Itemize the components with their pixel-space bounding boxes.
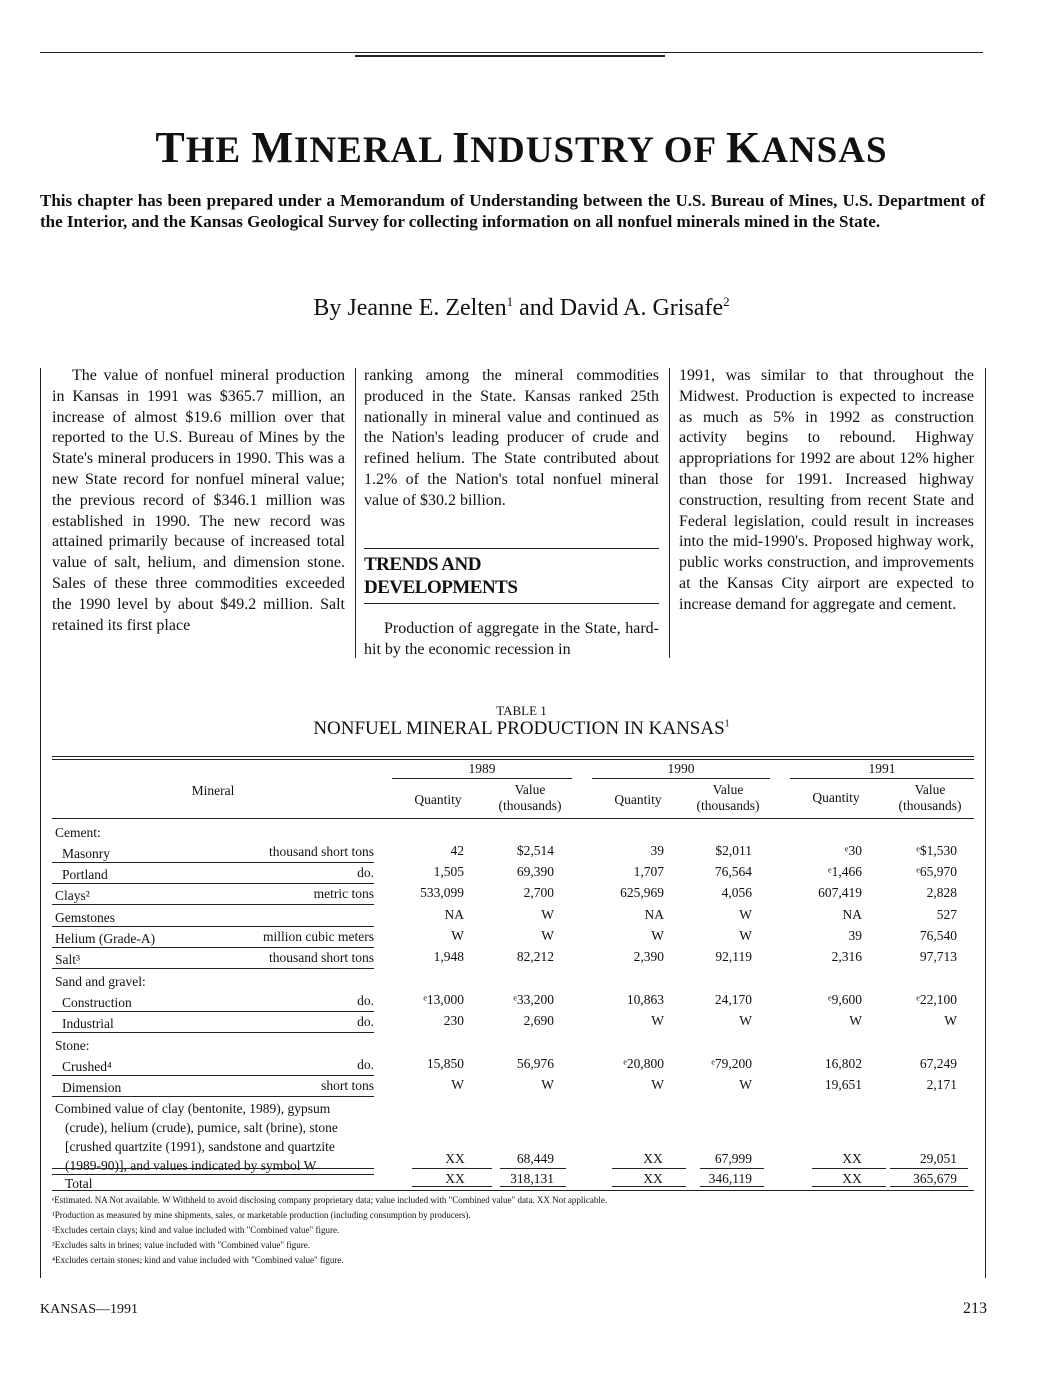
header-bottom-rule [52, 818, 974, 819]
combined-label-1: Combined value of clay (bentonite, 1989), gypsum [55, 1101, 331, 1116]
table-cell: W [541, 928, 554, 943]
table-cell: W [541, 1077, 554, 1092]
combined-value: XX [842, 1151, 862, 1166]
column-rule-2 [669, 368, 670, 658]
table-cell: ᵉ20,800 [623, 1056, 664, 1071]
row-unit: do. [357, 865, 374, 880]
table-cell: 1,505 [433, 864, 464, 879]
chapter-title: THE MINERAL INDUSTRY OF KANSAS [155, 123, 888, 172]
header-quantity-1989: Quantity [414, 792, 462, 807]
table-cell: W [944, 1013, 957, 1028]
total-rule [812, 1168, 886, 1169]
row-unit: thousand short tons [268, 844, 374, 859]
header-quantity-1990: Quantity [614, 792, 662, 807]
table-cell: 69,390 [516, 864, 554, 879]
header-year-1989: 1989 [468, 761, 496, 776]
table-cell: ᵉ9,600 [828, 992, 862, 1007]
row-unit: do. [357, 1057, 374, 1072]
table-cell: 56,976 [516, 1056, 554, 1071]
footnote-4: ⁴Excludes certain stones; kind and value included with "Combined value" figure. [52, 1255, 344, 1265]
table-cell: W [451, 1077, 464, 1092]
combined-row-rule [52, 1168, 374, 1169]
row-rule [52, 1096, 374, 1097]
footnote-1: ¹Production as measured by mine shipments, sales, or marketable production (including consumption by producers). [52, 1210, 471, 1220]
year-1990-rule [592, 778, 770, 779]
combined-value: 68,449 [516, 1151, 554, 1166]
row-rule [52, 1075, 374, 1076]
table-cell: ᵉ30 [845, 843, 862, 858]
table-cell: ᵉ33,200 [513, 992, 554, 1007]
combined-label-2: (crude), helium (crude), pumice, salt (brine), stone [65, 1120, 338, 1135]
byline: By Jeanne E. Zelten$^1$ and David A. Grisafe$^2$ [313, 294, 730, 321]
table-cell: 533,099 [420, 885, 464, 900]
table-cell: W [739, 928, 752, 943]
table-cell: 39 [650, 843, 664, 858]
total-rule [890, 1168, 968, 1169]
header-value-1989: Value (thousands) [498, 782, 562, 813]
body-column-1: The value of nonfuel mineral production in Kansas in 1991 was $365.7 million, an increase of almost $19.6 million over that reported to the U.S. Bureau of Mines by the State's mineral producers in 1990. This was a new State record for nonfuel mineral value; the previous record of $346.1 million was established in 1990. The new record was attained primarily because of increased total value of salt, helium, and dimension stone. Sales of these three commodities exceeded the 1990 level by about $49.2 million. Salt retained its first place [52, 367, 345, 634]
row-label: Sand and gravel: [55, 974, 146, 989]
table-bottom-rule [52, 1190, 974, 1191]
body-column-2-continued: Production of aggregate in the State, hard-hit by the economic recession in [364, 620, 659, 658]
table-cell: 82,212 [516, 949, 554, 964]
table-cell: 2,316 [831, 949, 862, 964]
row-rule [52, 862, 374, 863]
top-rule-accent [355, 55, 665, 57]
table-cell: $2,011 [715, 843, 752, 858]
table-cell: W [739, 907, 752, 922]
table-cell: 24,170 [714, 992, 752, 1007]
table-cell: W [651, 1077, 664, 1092]
row-rule [52, 1032, 374, 1033]
body-column-3: 1991, was similar to that throughout the Midwest. Production is expected to increase as much as 5% in 1992 as construction activity begins to rebound. Highway appropriations for 1992 are about 12% higher than those for 1991. Increased highway construction, resulting from recent State and Federal legislation, could result in increases into the mid-1990's. Proposed highway work, public works construction, and improvements at the Kansas City airport are expected to increase demand for aggregate and cement. [679, 367, 974, 613]
total-top-rule [52, 1174, 374, 1175]
total-rule [812, 1186, 886, 1187]
table-cell: 10,863 [626, 992, 664, 1007]
page-rule-right [985, 658, 986, 1278]
table-cell: 16,802 [824, 1056, 862, 1071]
table-cell: ᵉ1,466 [828, 864, 862, 879]
header-year-1990: 1990 [667, 761, 695, 776]
table-cell: W [651, 928, 664, 943]
header-mineral: Mineral [191, 783, 235, 798]
table-cell: 4,056 [721, 885, 752, 900]
row-label: Portland [62, 867, 108, 882]
row-label: Masonry [62, 846, 110, 861]
total-rule [700, 1186, 764, 1187]
table-cell: 1,707 [633, 864, 664, 879]
table-cell: W [739, 1013, 752, 1028]
row-unit: metric tons [313, 886, 374, 901]
row-unit: short tons [321, 1078, 374, 1093]
row-label: Gemstones [55, 910, 115, 925]
header-quantity-1991: Quantity [812, 790, 860, 805]
table-cell: ᵉ65,970 [916, 864, 957, 879]
combined-label-4: (1989-90)], and values indicated by symbol W [65, 1158, 317, 1173]
footnote-e: ᵉEstimated. NA Not available. W Withheld to avoid disclosing company proprietary data; value included with "Combined value" data. XX Not applicable. [52, 1195, 608, 1205]
total-value: 365,679 [913, 1171, 957, 1186]
row-label: Stone: [55, 1038, 90, 1053]
row-unit: do. [357, 1014, 374, 1029]
table-top-rule-2 [52, 759, 974, 760]
row-unit: million cubic meters [263, 929, 374, 944]
total-label: Total [65, 1176, 93, 1191]
row-unit: thousand short tons [268, 950, 374, 965]
table-cell: 67,249 [919, 1056, 957, 1071]
total-rule [612, 1186, 686, 1187]
combined-value: 29,051 [919, 1151, 957, 1166]
row-rule [52, 968, 374, 969]
table-cell: 39 [848, 928, 862, 943]
footnote-2: ²Excludes certain clays; kind and value included with "Combined value" figure. [52, 1225, 340, 1235]
row-label: Dimension [62, 1080, 122, 1095]
total-rule [500, 1168, 566, 1169]
table-cell: 527 [936, 907, 957, 922]
header-year-1991: 1991 [868, 761, 896, 776]
body-column-2: ranking among the mineral commodities produced in the State. Kansas ranked 25th nationally in mineral value and continued as the Nation's leading producer of crude and refined helium. The State contributed about 1.2% of the Nation's total nonfuel mineral value of $30.2 billion. [364, 367, 659, 509]
table-cell: 76,540 [919, 928, 957, 943]
table-cell: 42 [450, 843, 464, 858]
table-cell: $2,514 [516, 843, 554, 858]
page-rule-left [40, 658, 41, 1278]
column-rule-right [985, 368, 986, 658]
table-cell: 19,651 [824, 1077, 862, 1092]
total-value: 318,131 [510, 1171, 554, 1186]
total-rule [612, 1168, 686, 1169]
total-rule [700, 1168, 764, 1169]
combined-label-3: [crushed quartzite (1991), sandstone and quartzite [65, 1139, 335, 1154]
section-heading-trends: TRENDS AND DEVELOPMENTS [364, 548, 659, 604]
table-cell: 2,390 [633, 949, 664, 964]
combined-value: XX [445, 1151, 465, 1166]
table-cell: 15,850 [426, 1056, 464, 1071]
row-unit: do. [357, 993, 374, 1008]
row-label: Clays² [55, 888, 90, 903]
intro-paragraph: This chapter has been prepared under a Memorandum of Understanding between the U.S. Bureau of Mines, U.S. Department of the Interior, and the Kansas Geological Survey for collecting information on all nonfuel minerals mined in the State. [40, 191, 985, 231]
total-value: XX [643, 1171, 663, 1186]
year-1991-rule [790, 778, 974, 779]
row-label: Industrial [62, 1016, 114, 1031]
table-cell: 2,700 [523, 885, 554, 900]
table-cell: ᵉ$1,530 [916, 843, 957, 858]
table-cell: 92,119 [715, 949, 752, 964]
total-value: 346,119 [708, 1171, 752, 1186]
page-number: 213 [963, 1300, 987, 1317]
footnote-3: ³Excludes salts in brines; value included with "Combined value" figure. [52, 1240, 310, 1250]
table-cell: W [541, 907, 554, 922]
row-rule [52, 1011, 374, 1012]
table-cell: W [451, 928, 464, 943]
table-cell: 607,419 [818, 885, 862, 900]
running-footer: KANSAS—1991 [40, 1302, 139, 1317]
total-rule [412, 1168, 492, 1169]
table-cell: NA [444, 907, 464, 922]
row-label: Salt³ [55, 952, 81, 967]
header-value-1991: Value (thousands) [898, 782, 962, 813]
combined-value: XX [643, 1151, 663, 1166]
year-1989-rule [392, 778, 572, 779]
table-cell: 2,690 [523, 1013, 554, 1028]
row-label: Helium (Grade-A) [55, 931, 156, 946]
total-rule [412, 1186, 492, 1187]
table-cell: W [651, 1013, 664, 1028]
top-rule [40, 52, 983, 53]
table-cell: ᵉ22,100 [916, 992, 957, 1007]
table-cell: W [739, 1077, 752, 1092]
column-rule-1 [355, 368, 356, 658]
column-rule-left [40, 368, 41, 658]
table-cell: ᵉ13,000 [423, 992, 464, 1007]
table-cell: 2,171 [926, 1077, 957, 1092]
table-cell: NA [842, 907, 862, 922]
table-cell: 625,969 [620, 885, 664, 900]
table-cell: NA [644, 907, 664, 922]
table-label: TABLE 1 [496, 703, 547, 718]
table-cell: W [849, 1013, 862, 1028]
row-rule [52, 947, 374, 948]
table-top-rule [52, 756, 974, 757]
row-rule [52, 883, 374, 884]
row-label: Crushed⁴ [62, 1059, 112, 1074]
total-value: XX [445, 1171, 465, 1186]
combined-value: 67,999 [714, 1151, 752, 1166]
table-cell: 230 [443, 1013, 464, 1028]
row-label: Construction [62, 995, 132, 1010]
row-rule [52, 926, 374, 927]
table-cell: 1,948 [433, 949, 464, 964]
total-rule [890, 1186, 968, 1187]
row-label: Cement: [55, 825, 101, 840]
table-cell: 2,828 [926, 885, 957, 900]
table-cell: ᵉ79,200 [711, 1056, 752, 1071]
total-rule [500, 1186, 566, 1187]
table-title: NONFUEL MINERAL PRODUCTION IN KANSAS$^1$ [313, 718, 730, 739]
table-cell: 76,564 [714, 864, 752, 879]
header-value-1990: Value (thousands) [696, 782, 760, 813]
table-cell: 97,713 [919, 949, 957, 964]
row-rule [52, 904, 374, 905]
total-value: XX [842, 1171, 862, 1186]
